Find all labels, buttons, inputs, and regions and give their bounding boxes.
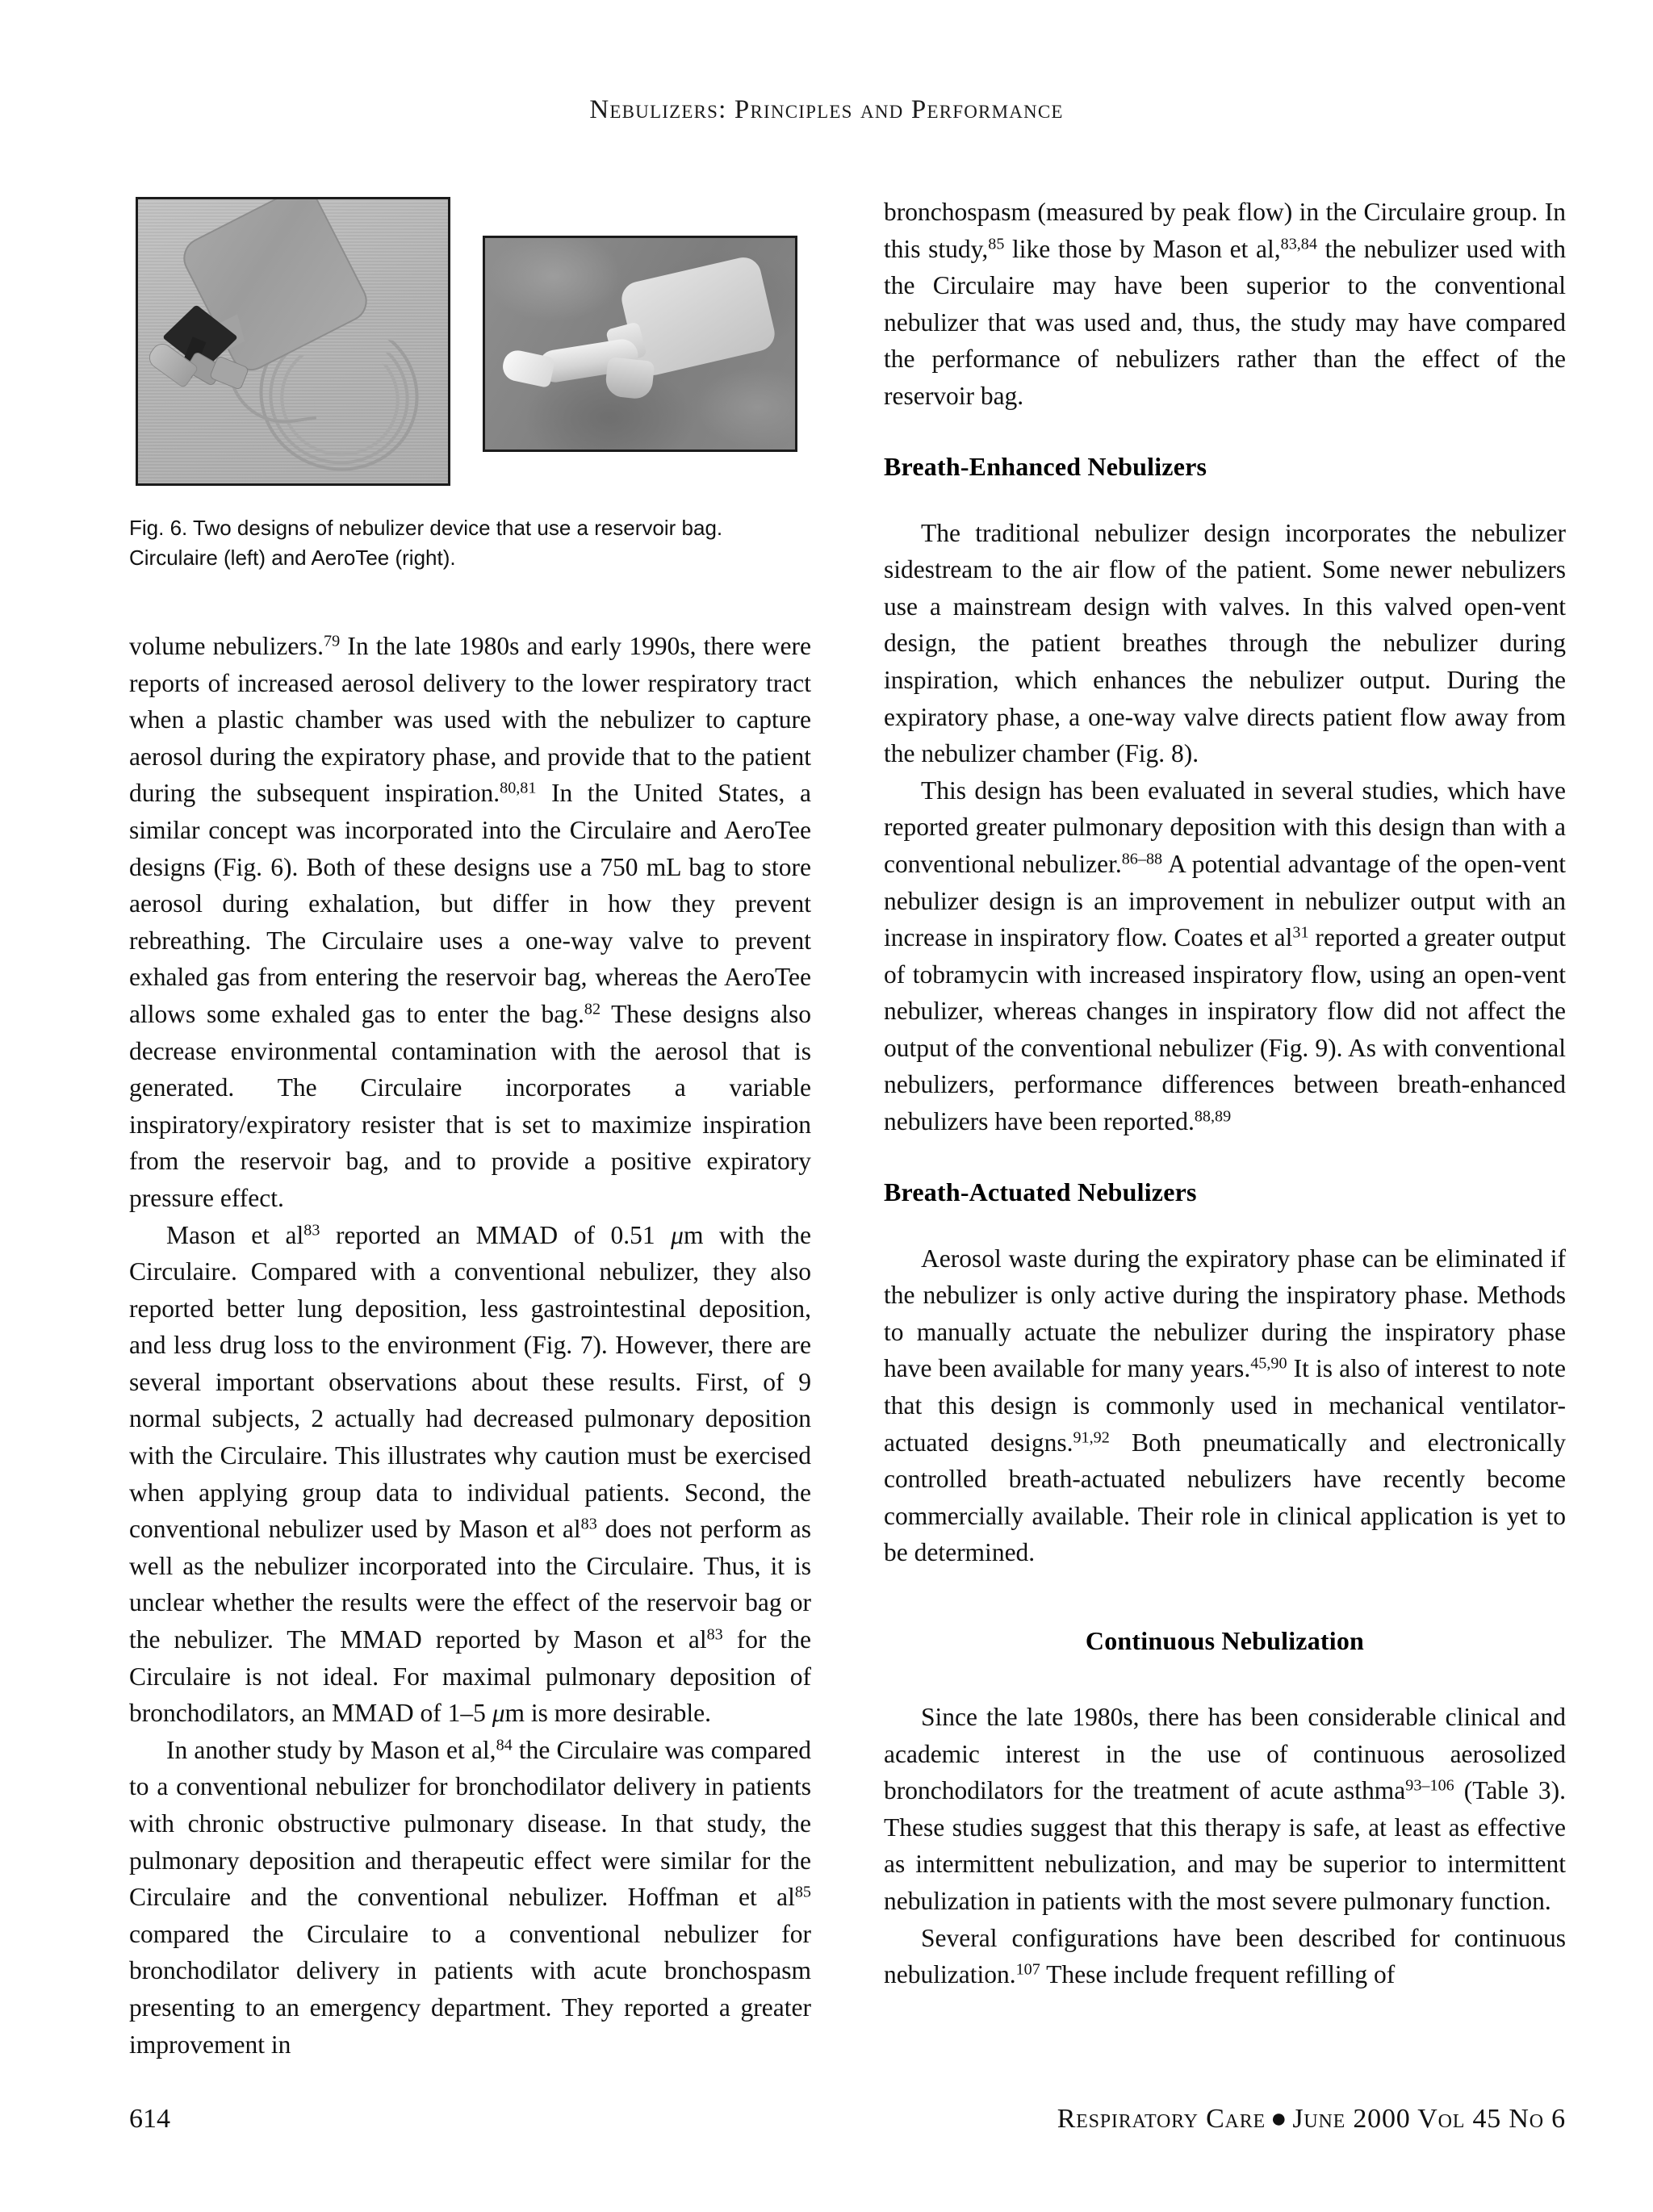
- paragraph: The traditional nebulizer design incorporates the nebulizer sidestream to the air flow of the patient. Some newer nebulizers use a mainstream design with valves. In this valved open-vent design, the patient breathes through the nebulizer during inspiration, which enhances the nebulizer output. During the expiratory phase, a one-way valve directs patient flow away from the nebulizer chamber (Fig. 8).: [884, 518, 1566, 768]
- right-column: [884, 194, 1566, 2063]
- paragraph: In another study by Mason et al,$^{84}$ the Circulaire was compared to a conventional nebulizer for bronchodilator delivery in patients with chronic obstructive pulmonary disease. In that study, the pulmonary deposition and therapeutic effect were similar for the Circulaire and the conventional nebulizer. Hoffman et $al^{85}$ compared the Circulaire to a conventional nebulizer for bronchodilator delivery in patients with acute bronchospasm presenting to an emergency department. They reported a greater improvement in: [129, 1735, 811, 2059]
- paragraph: bronchospasm (measured by peak flow) in the Circulaire group. In this study,$^{85}$ like those by Mason et al,$^{83,84}$ the nebulizer used with the Circulaire may have been superior to the conventional nebulizer that was used and, thus, the study may have compared the performance of nebulizers rather than the effect of the reservoir bag.: [884, 198, 1566, 410]
- section-heading-continuous-nebulization: Continuous Nebulization: [1085, 1626, 1365, 1655]
- page-footer: [129, 2104, 1566, 2135]
- paragraph: Mason et $al^{83}$ reported an MMAD of 0.51 μm with the Circulaire. Compared with a conventional nebulizer, they also reported better lung deposition, less gastrointestinal deposition, and less drug loss to the environment (Fig. 7). However, there are several important observations about these results. First, of 9 normal subjects, 2 actually had decreased pulmonary deposition with the Circulaire. This illustrates why caution must be exercised when applying group data to individual patients. Second, the conventional nebulizer used by Mason et $al^{83}$ does not perform as well as the nebulizer incorporated into the Circulaire. Thus, it is unclear whether the results were the effect of the reservoir bag or the nebulizer. The MMAD reported by Mason et $al^{83}$ for the Circulaire is not ideal. For maximal pulmonary deposition of bronchodilators, an MMAD of 1–5 μm is more desirable.: [129, 1220, 812, 1728]
- paragraph: This design has been evaluated in several studies, which have reported greater pulmonary deposition with this design than with a conventional nebulizer.$^{86-88}$ A potential advantage of the open-vent nebulizer design is an improvement in nebulizer output with an increase in inspiratory flow. Coates et $al^{31}$ reported a greater output of tobramycin with increased inspiratory flow, using an open-vent nebulizer, whereas changes in inspiratory flow did not affect the output of the conventional nebulizer (Fig. 9). As with conventional nebulizers, performance differences between breath-enhanced nebulizers have been reported.$^{88,89}$: [884, 776, 1566, 1136]
- paragraph: Several configurations have been described for continuous nebulization.$^{107}$ These include frequent refilling of: [884, 1923, 1566, 1989]
- left-column: [129, 194, 811, 2063]
- section-heading-breath-enhanced: Breath-Enhanced Nebulizers: [884, 451, 1207, 481]
- paragraph: Aerosol waste during the expiratory phase can be eliminated if the nebulizer is only active during the inspiratory phase. Methods to manually actuate the nebulizer during the inspiratory phase have been available for many years.$^{45,90}$ It is also of interest to note that this design is commonly used in mechanical ventilator-actuated designs.$^{91,92}$ Both pneumatically and electronically controlled breath-actuated nebulizers have recently become commercially available. Their role in clinical application is yet to be determined.: [884, 1244, 1567, 1567]
- running-head: Nebulizers: Principles and Performance: [589, 95, 1064, 124]
- figure-spacer: [129, 194, 811, 573]
- paragraph: volume nebulizers.$^{79}$ In the late 1980s and early 1990s, there were reports of increased aerosol delivery to the lower respiratory tract when a plastic chamber was used with the nebulizer to capture aerosol during the expiratory phase, and provide that to the patient during the subsequent inspiration.$^{80,81}$ In the United States, a similar concept was incorporated into the Circulaire and AeroTee designs (Fig. 6). Both of these designs use a 750 mL bag to store aerosol during exhalation, but differ in how they prevent rebreathing. The Circulaire uses a one-way valve to prevent exhaled gas from entering the reservoir bag, whereas the AeroTee allows some exhaled gas to enter the bag.$^{82}$ These designs also decrease environmental contamination with the aerosol that is generated. The Circulaire incorporates a variable inspiratory/expiratory resister that is set to maximize inspiration from the reservoir bag, and to provide a positive expiratory pressure effect.: [129, 632, 811, 1212]
- bullet-separator-icon: ●: [1270, 2104, 1288, 2134]
- body-columns: [129, 194, 1566, 2063]
- paragraph: Since the late 1980s, there has been considerable clinical and academic interest in the use of continuous aerosolized bronchodilators for the treatment of acute asthma$^{93-106}$ (Table 3). These studies suggest that this therapy is safe, at least as effective as intermittent nebulization, and may be superior to intermittent nebulization in patients with the most severe pulmonary function.: [884, 1703, 1566, 1915]
- page-number: 614: [129, 2104, 170, 2134]
- section-heading-breath-actuated: Breath-Actuated Nebulizers: [884, 1177, 1197, 1206]
- journal-issue: June 2000 Vol 45 No 6: [1292, 2104, 1566, 2134]
- journal-name: Respiratory Care: [1057, 2104, 1266, 2134]
- left-column-text: [129, 628, 811, 2063]
- figure-caption: Fig. 6. Two designs of nebulizer device that use a reservoir bag. Circulaire (left) and AeroTee (right).: [129, 516, 723, 570]
- journal-citation: [1057, 2104, 1566, 2135]
